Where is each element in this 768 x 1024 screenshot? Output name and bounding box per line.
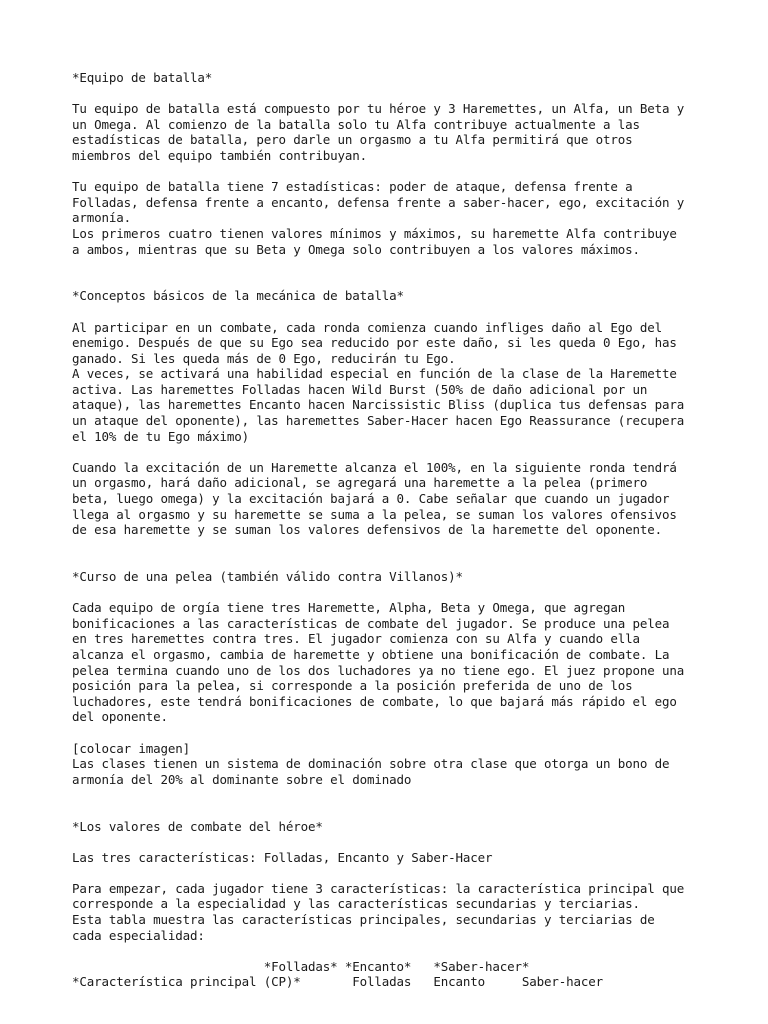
text-line: corresponde a la especialidad y las características secundarias y terciarias. <box>72 896 640 912</box>
text-line: a ambos, mientras que su Beta y Omega solo contribuyen a los valores máximos. <box>72 241 640 257</box>
blank-line <box>72 803 712 819</box>
text-line: llega al orgasmo y su haremette se suma a la pelea, se suman los valores ofensivos <box>72 506 677 522</box>
text-line: *Conceptos básicos de la mecánica de batalla* <box>72 288 404 304</box>
text-line: Cuando la excitación de un Haremette alcanza el 100%, en la siguiente ronda tendrá <box>72 459 677 475</box>
text-line: Folladas, defensa frente a encanto, defensa frente a saber-hacer, ego, excitación y <box>72 194 685 210</box>
text-line: *Folladas* *Encanto* *Saber-hacer* <box>72 958 530 974</box>
text-line: A veces, se activará una habilidad especial en función de la clase de la Haremette <box>72 366 677 382</box>
text-line: *Los valores de combate del héroe* <box>72 818 323 834</box>
document-body <box>72 70 712 990</box>
blank-line <box>72 86 712 102</box>
text-line: un Omega. Al comienzo de la batalla solo tu Alfa contribuye actualmente a las <box>72 116 640 132</box>
text-line: en tres haremettes contra tres. El jugador comienza con su Alfa y cuando ella <box>72 631 640 647</box>
blank-line <box>72 444 712 460</box>
text-line: luchadores, este tendrá bonificaciones de combate, lo que bajará más rápido el ego <box>72 693 677 709</box>
blank-line <box>72 553 712 569</box>
text-line: *Equipo de batalla* <box>72 70 213 85</box>
blank-line <box>72 257 712 273</box>
text-line: *Curso de una pelea (también válido contra Villanos)* <box>72 569 463 584</box>
blank-line <box>72 164 712 180</box>
text-line: Las clases tienen un sistema de dominación sobre otra clase que otorga un bono de <box>72 756 670 772</box>
text-line: Esta tabla muestra las características principales, secundarias y terciarias de <box>72 912 655 928</box>
blank-line <box>72 304 712 320</box>
text-line: armonía del 20% al dominante sobre el dominado <box>72 771 412 787</box>
text-line: armonía. <box>72 210 132 226</box>
blank-line <box>72 725 712 741</box>
blank-line <box>72 538 712 554</box>
text-line: ataque), las haremettes Encanto hacen Narcissistic Bliss (duplica tus defensas para <box>72 397 685 413</box>
text-line: ganado. Si les queda más de 0 Ego, reducirán tu Ego. <box>72 350 456 366</box>
text-line: Cada equipo de orgía tiene tres Haremette, Alpha, Beta y Omega, que agregan <box>72 600 626 616</box>
text-line: un orgasmo, hará daño adicional, se agregará una haremette a la pelea (primero <box>72 475 648 491</box>
text-line: alcanza el orgasmo, cambia de haremette y obtiene una bonificación de combate. La <box>72 646 670 662</box>
text-line: de esa haremette y se suman los valores defensivos de la haremette del oponente. <box>72 522 663 538</box>
text-line: del oponente. <box>72 709 168 725</box>
text-line: *Característica principal (CP)* Folladas Encanto Saber-hacer <box>72 974 604 990</box>
text-line: un ataque del oponente), las haremettes Saber-Hacer hacen Ego Reassurance (recupera <box>72 413 685 429</box>
text-line: activa. Las haremettes Folladas hacen Wild Burst (50% de daño adicional por un <box>72 381 648 397</box>
blank-line <box>72 585 712 601</box>
text-line: [colocar imagen] <box>72 740 191 756</box>
text-line: Tu equipo de batalla está compuesto por tu héroe y 3 Haremettes, un Alfa, un Beta y <box>72 101 685 117</box>
text-line: miembros del equipo también contribuyan. <box>72 147 368 163</box>
text-line: cada especialidad: <box>72 927 205 943</box>
text-line: bonificaciones a las características de combate del jugador. Se produce una pelea <box>72 615 670 631</box>
text-line: estadísticas de batalla, pero darle un orgasmo a tu Alfa permitirá que otros <box>72 132 633 148</box>
text-line: posición para la pelea, si corresponde a la posición preferida de uno de los <box>72 678 633 694</box>
text-line: Tu equipo de batalla tiene 7 estadísticas: poder de ataque, defensa frente a <box>72 179 633 195</box>
text-line: beta, luego omega) y la excitación bajará a 0. Cabe señalar que cuando un jugador <box>72 491 670 507</box>
text-line: Las tres características: Folladas, Encanto y Saber-Hacer <box>72 849 493 865</box>
text-line: el 10% de tu Ego máximo) <box>72 428 250 444</box>
blank-line <box>72 273 712 289</box>
text-line: enemigo. Después de que su Ego sea reducido por este daño, si les queda 0 Ego, has <box>72 335 677 351</box>
text-line: Al participar en un combate, cada ronda comienza cuando infliges daño al Ego del <box>72 319 663 335</box>
blank-line <box>72 865 712 881</box>
blank-line <box>72 787 712 803</box>
blank-line <box>72 943 712 959</box>
text-line: Los primeros cuatro tienen valores mínimos y máximos, su haremette Alfa contribuye <box>72 225 677 241</box>
text-line: pelea termina cuando uno de los dos luchadores ya no tiene ego. El juez propone una <box>72 662 685 678</box>
blank-line <box>72 834 712 850</box>
text-line: Para empezar, cada jugador tiene 3 características: la característica principal que <box>72 880 685 896</box>
